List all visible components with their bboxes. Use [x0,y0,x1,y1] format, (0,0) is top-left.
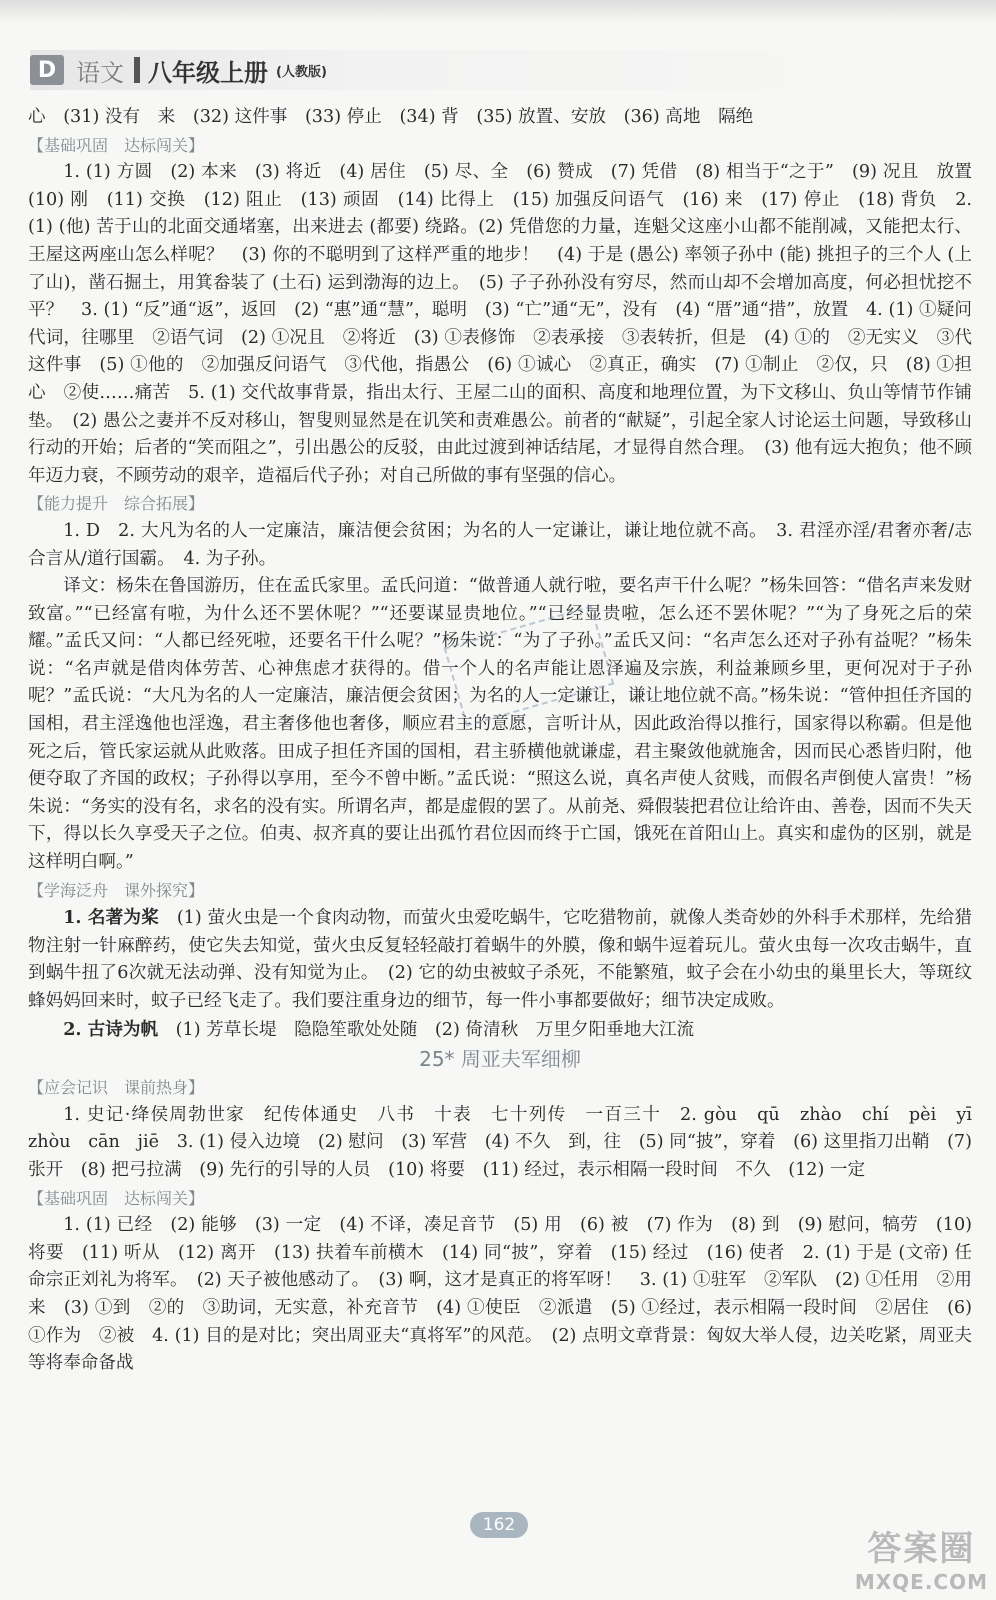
section-heading-ability: 【能力提升 综合拓展】 [28,494,205,514]
watermark-logo [855,1521,988,1594]
item-text: (1) 芳草长堤 隐隐笙歌处处随 (2) 倚清秋 万里夕阳垂地大江流 [175,1019,695,1040]
item-label: 2. 古诗为帆 [63,1018,159,1040]
section-heading-warmup: 【应会记识 课前热身】 [28,1078,205,1098]
lesson-title: 25* 周亚夫军细柳 [419,1047,581,1072]
edition-label: (人教版) [276,64,327,80]
answer-paragraph: 1. 史记·绛侯周勃世家 纪传体通史 八书 十表 七十列传 一百三十 2. gòu qū zhào chí pèi yī zhòu cān jiē 3. (1) 侵入边境 (2) 慰问 (3) 军营 (4) 不久 到，往 (5) 同“披”，穿着 (6) 这里指刀出鞘 (7) 张开 (8) 把弓拉满 (9) 先行的引导的人员 (10) 将要 (11) 经过，表示相隔一段时间 不久 (12) 一定 [28,1104,990,1180]
page-number: 162 [470,1512,528,1538]
answer-paragraph: 1. (1) 方圆 (2) 本来 (3) 将近 (4) 居住 (5) 尽、全 (6) 赞成 (7) 凭借 (8) 相当于“之于” (9) 况且 放置 (10) 刚 (11) 交换 (12) 阻止 (13) 顽固 (14) 比得上 (15) 加强反问语气 (16) 来 (17) 停止 (18) 背负 2. (1) (他) 苦于山的北面交通堵塞，出来进去 (都要) 绕路。(2) 凭借您的力量，连魁父这座小山都不能削减，又能把太行、王屋这两座山怎么样呢？ (3) 你的不聪明到了这样严重的地步！ (4) 于是 (愚公) 率领子孙中 (能) 挑担子的三个人 (上了山)，凿石掘土，用箕畚装了 (土石) 运到渤海的边上。 (5) 子子孙孙没有穷尽，然而山却不会增加高度，何必担忧挖不平？ 3. (1) “反”通“返”，返回 (2) “惠”通“慧”，聪明 (3) “亡”通“无”，没有 (4) “厝”通“措”，放置 4. (1) ①疑问代词，往哪里 ②语气词 (2) ①况且 ②将近 (3) ①表修饰 ②表承接 ③表转折，但是 (4) ①的 ②无实义 ③代这件事 (5) ①他的 ②加强反问语气 ③代他，指愚公 (6) ①诚心 ②真正，确实 (7) ①制止 ②仅，只 (8) ①担心 ②使……痛苦 5. (1) 交代故事背景，指出太行、王屋二山的面积、高度和地理位置，为下文移山、负山等情节作铺垫。 (2) 愚公之妻并不反对移山，智叟则显然是在讥笑和责难愚公。前者的“献疑”，引起全家人讨论运土问题，导致移山行动的开始；后者的“笑而阻之”，引出愚公的反驳，由此过渡到神话结尾，才显得自然合理。 (3) 他有远大抱负；他不顾年迈力衰，不顾劳动的艰辛，造福后代子孙；对自己所做的事有坚强的信心。 [28,162,990,486]
answer-content [28,104,990,1378]
answer-line-continued: 心 (31) 没有 来 (32) 这件事 (33) 停止 (34) 背 (35) 放置、安放 (36) 高地 隔绝 [28,107,754,127]
watermark-sub: MXQE.COM [854,1570,988,1594]
answer-paragraph [28,1016,972,1045]
page-top-shadow [0,0,996,22]
watermark-main: 答案圈 [867,1529,976,1569]
section-heading-basic-2: 【基础巩固 达标闯关】 [28,1188,205,1208]
item-text: (1) 萤火虫是一个食肉动物，而萤火虫爱吃蜗牛，它吃猎物前，就像人类奇妙的外科手术那样，先给猎物注射一针麻醉药，使它失去知觉，萤火虫反复轻轻敲打着蜗牛的外膜，像和蜗牛逗着玩儿。萤火虫每一次攻击蜗牛，直到蜗牛扭了6次就无法动弹、没有知觉为止。 (2) 它的幼虫被蚊子杀死，不能繁殖，蚊子会在小幼虫的巢里长大，等斑纹蜂妈妈回来时，蚊子已经飞走了。我们要注重身边的细节，每一件小事都要做好；细节决定成败。 [28,908,972,1011]
answer-paragraph: 1. D 2. 大凡为名的人一定廉洁，廉洁便会贫困；为名的人一定谦让，谦让地位就不高。 3. 君淫亦淫/君奢亦奢/志合言从/道行国霸。 4. 为子孙。 [28,520,972,569]
answer-paragraph: 1. (1) 已经 (2) 能够 (3) 一定 (4) 不译，凑足音节 (5) 用 (6) 被 (7) 作为 (8) 到 (9) 慰问，犒劳 (10) 将要 (11) 听从 (12) 离开 (13) 扶着车前横木 (14) 同“披”，穿着 (15) 经过 (16) 使者 2. (1) 于是 (文帝) 任命宗正刘礼为将军。 (2) 天子被他感动了。 (3) 啊，这才是真正的将军呀！ 3. (1) ①驻军 ②军队 (2) ①任用 ②用来 (3) ①到 ②的 ③助词，无实意，补充音节 (4) ①使臣 ②派遣 (5) ①经过，表示相隔一段时间 ②居住 (6) ①作为 ②被 4. (1) 目的是对比；突出周亚夫“真将军”的风范。 (2) 点明文章背景：匈奴大举人侵，边关吃紧，周亚夫等将奉命备战 [28,1215,972,1374]
section-heading-basic: 【基础巩固 达标闯关】 [28,135,205,155]
series-badge: D [30,55,64,85]
translation-paragraph: 译文：杨朱在鲁国游历，住在孟氏家里。孟氏问道：“做普通人就行啦，要名声干什么呢？”杨朱回答：“借名声来发财致富。”“已经富有啦，为什么还不罢休呢？”“还要谋显贵地位。”“已经显贵啦，怎么还不罢休呢？”“为了身死之后的荣耀。”孟氏又问：“人都已经死啦，还要名干什么呢？”杨朱说：“为了子孙。”孟氏又问：“名声怎么还对子孙有益呢？”杨朱说：“名声就是借肉体劳苦、心神焦虑才获得的。借一个人的名声能让恩泽遍及宗族，利益兼顾乡里，更何况对于子孙呢？”孟氏说：“大凡为名的人一定廉洁，廉洁便会贫困；为名的人一定谦让，谦让地位就不高。”杨朱说：“管仲担任齐国的国相，君主淫逸他也淫逸，君主奢侈他也奢侈，顺应君主的意愿，言听计从，因此政治得以推行，国家得以称霸。但是他死之后，管氏家运就从此败落。田成子担任齐国的国相，君主骄横他就谦虚，君主聚敛他就施舍，因而民心悉皆归附，他便夺取了齐国的政权；子孙得以享用，至今不曾中断。”孟氏说：“照这么说，真名声使人贫贱，而假名声倒使人富贵！”杨朱说：“务实的没有名，求名的没有实。所谓名声，都是虚假的罢了。从前尧、舜假装把君位让给许由、善卷，因而不失天下，得以长久享受天子之位。伯夷、叔齐真的要让出孤竹君位因而终于亡国，饿死在首阳山上。真实和虚伪的区别，就是这样明白啊。” [28,576,972,873]
subject-label: 语文 [76,58,124,87]
answer-paragraph [28,904,972,1015]
grade-label: 八年级上册 [148,58,268,87]
section-heading-explore: 【学海泛舟 课外探究】 [28,880,205,900]
item-label: 1. 名著为桨 [63,907,160,929]
page-header [30,50,970,90]
header-divider [134,57,140,83]
